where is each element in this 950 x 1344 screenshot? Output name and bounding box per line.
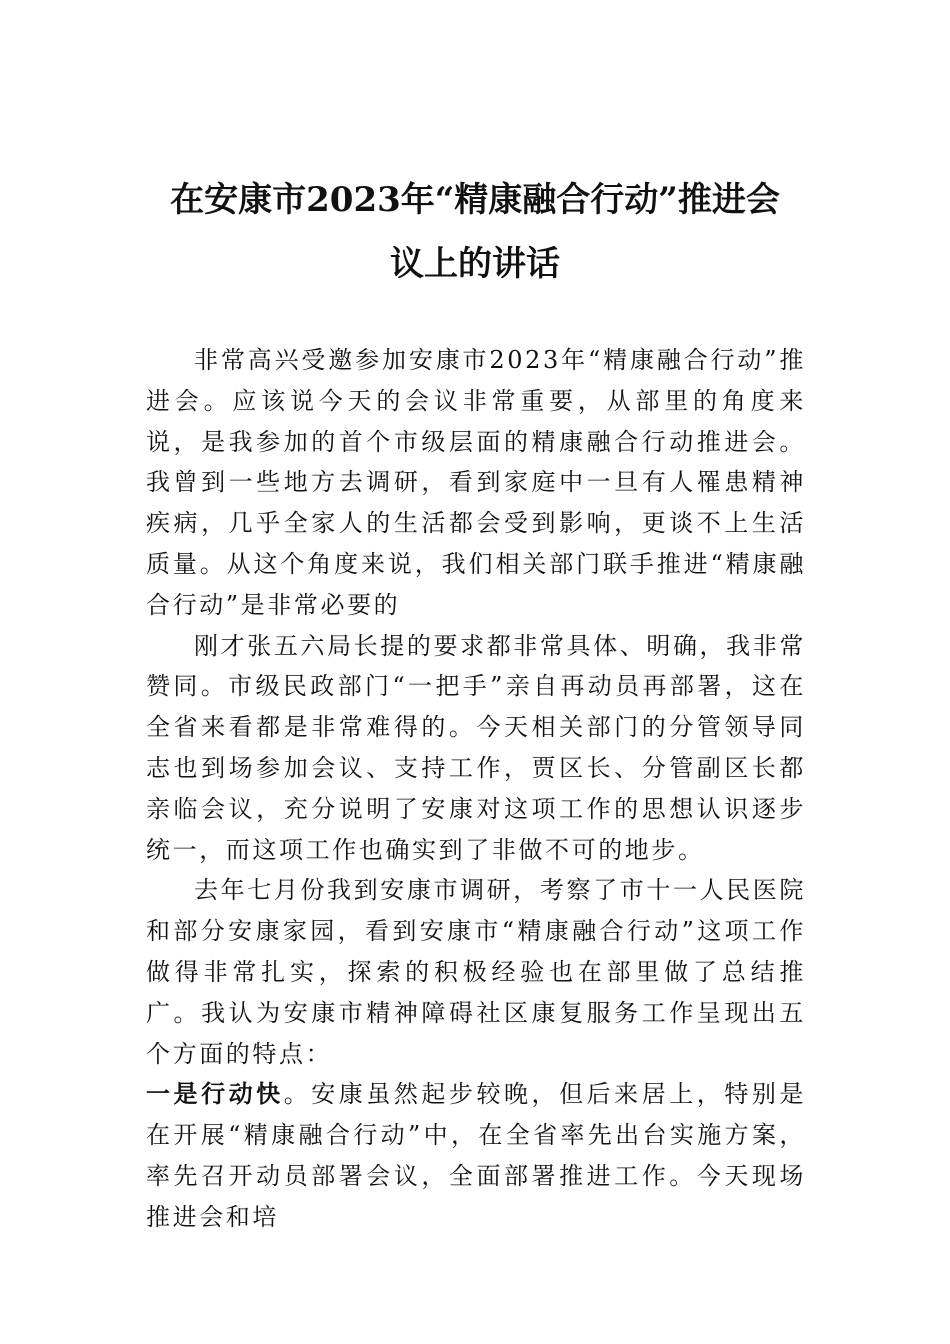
document-body [146, 340, 806, 1238]
point-1-lead: 一是行动快 [146, 1079, 284, 1109]
point-1-text: 。安康虽然起步较晚，但后来居上，特别是在开展“精康融合行动”中，在全省率先出台实施方案，率先召开动员部署会议，全面部署推进工作。今天现场推进会和培 [146, 1080, 807, 1231]
paragraph-1: 非常高兴受邀参加安康市2023年“精康融合行动”推进会。应该说今天的会议非常重要，从部里的角度来说，是我参加的首个市级层面的精康融合行动推进会。我曾到一些地方去调研，看到家庭中一旦有人罹患精神疾病，几乎全家人的生活都会受到影响，更谈不上生活质量。从这个角度来说，我们相关部门联手推进“精康融合行动”是非常必要的 [146, 346, 806, 619]
paragraph-4 [146, 1074, 806, 1237]
document-title-line-1: 在安康市2023年“精康融合行动”推进会 [170, 180, 780, 220]
document-title [130, 168, 820, 296]
document-title-line-2: 议上的讲话 [390, 244, 560, 284]
paragraph-3: 去年七月份我到安康市调研，考察了市十一人民医院和部分安康家园，看到安康市“精康融合行动”这项工作做得非常扎实，探索的积极经验也在部里做了总结推广。我认为安康市精神障碍社区康复服务工作呈现出五个方面的特点： [146, 876, 806, 1068]
paragraph-2: 刚才张五六局长提的要求都非常具体、明确，我非常赞同。市级民政部门“一把手”亲自再动员再部署，这在全省来看都是非常难得的。今天相关部门的分管领导同志也到场参加会议、支持工作，贾区长、分管副区长都亲临会议，充分说明了安康对这项工作的思想认识逐步统一，而这项工作也确实到了非做不可的地步。 [146, 631, 806, 864]
